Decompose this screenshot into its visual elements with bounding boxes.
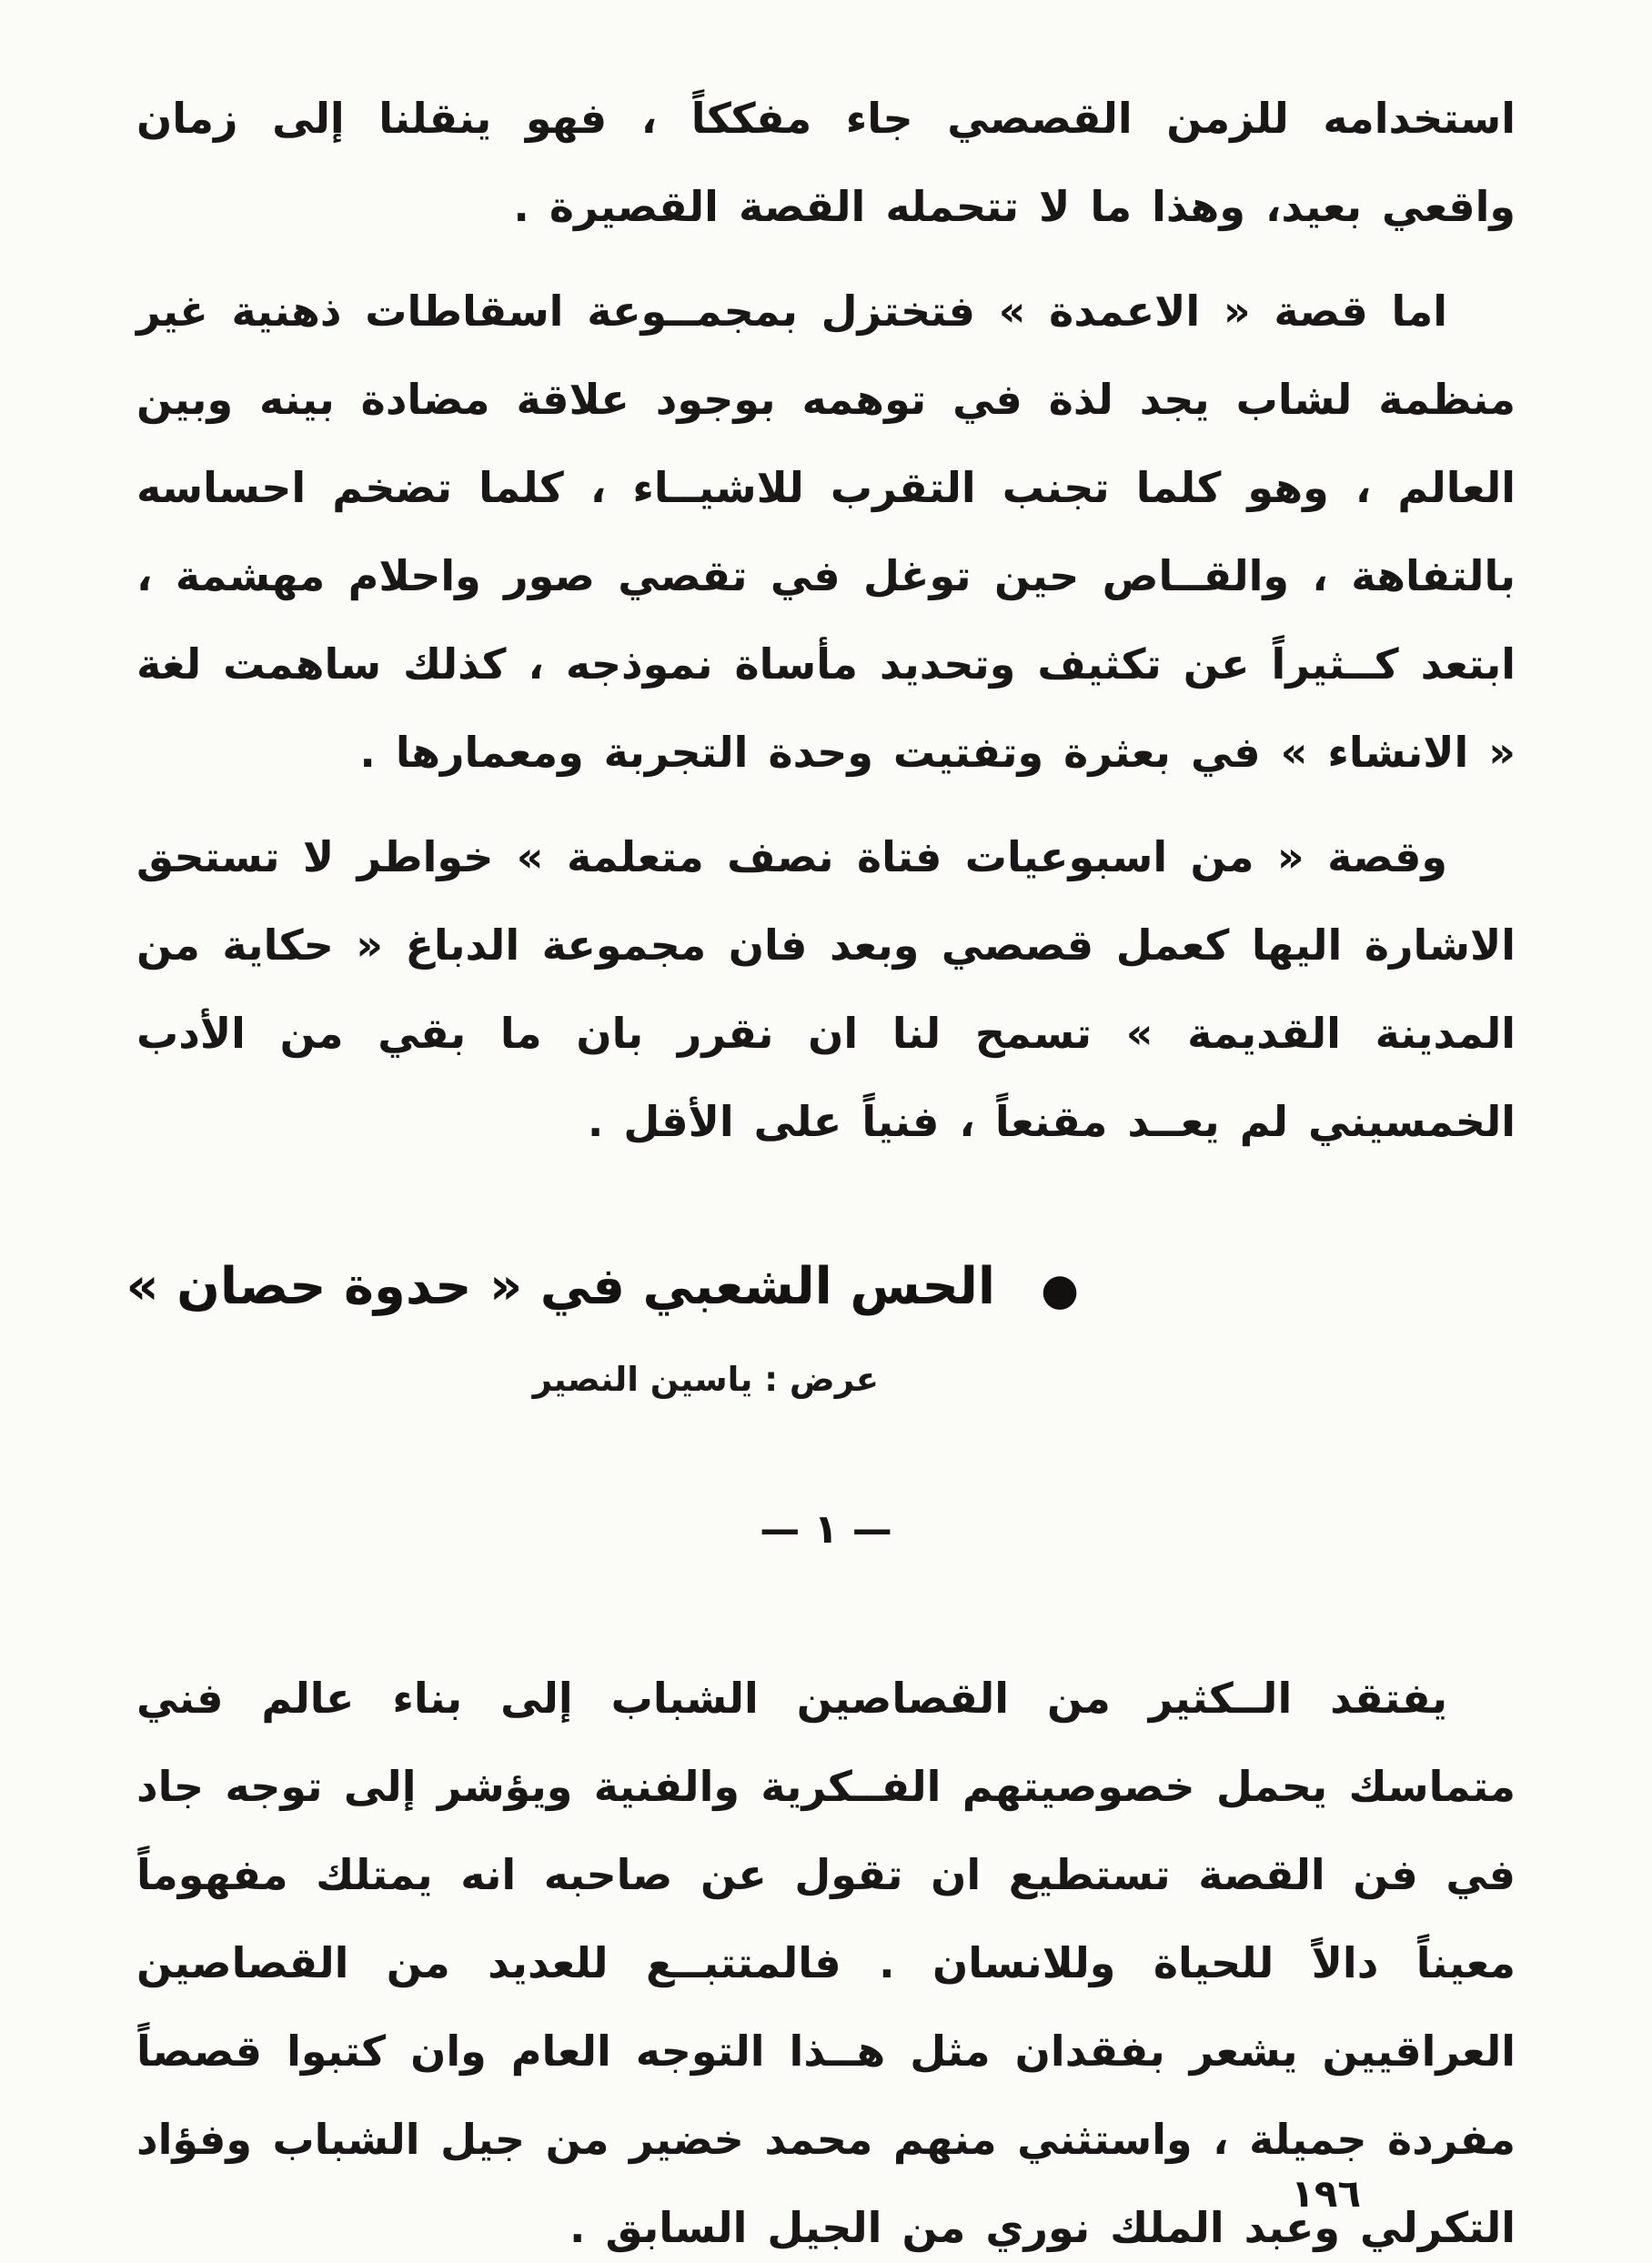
section-number-divider: — ١ — (760, 1506, 892, 1553)
bullet-icon: ● (1041, 1263, 1079, 1315)
paragraph-alaameda: اما قصة « الاعمدة » فتختزل بمجمــوعة اسقاطات ذهنية غير منظمة لشاب يجد لذة في توهمه بوجود علاقة مضادة بينه وبين العالم ، وهو كلما تجنب التقرب للاشيــاء ، كلما تضخم احساسه بالتفاهة ، والقــاص حين توغل في تقصي صور واحلام مهشمة ، ابتعد كــثيراً عن تكثيف وتحديد مأساة نموذجه ، كذلك ساهمت لغة « الانشاء » في بعثرة وتفتيت وحدة التجربة ومعمارها . (136, 287, 1516, 777)
paragraph-usbuiyat: وقصة « من اسبوعيات فتاة نصف متعلمة » خواطر لا تستحق الاشارة اليها كعمل قصصي وبعد فان مجموعة الدباغ « حكاية من المدينة القديمة » تسمح لنا ان نقرر بان ما بقي من الأدب الخمسيني لم يعــد مقنعاً ، فنياً على الأقل . (136, 832, 1516, 1146)
section-heading (126, 1257, 1516, 1316)
page-number: ١٩٦ (1291, 2171, 1361, 2216)
body-paragraph: يفتقد الــكثير من القصاصين الشباب إلى بناء عالم فني متماسك يحمل خصوصيتهم الفــكرية والفنية ويؤشر إلى توجه جاد في فن القصة تستطيع ان تقول عن صاحبه انه يمتلك مفهوماً معيناً دالاً للحياة وللانسان . فالمتتبــع للعديد من القصاصين العراقيين يشعر بفقدان مثل هــذا التوجه العام وان كتبوا قصصاً مفردة جميلة ، واستثني منهم محمد خضير من جيل الشباب وفؤاد التكرلي وعبد الملك نوري من الجيل السابق . (136, 1674, 1516, 2252)
section-heading-title: الحس الشعبي في « حدوة حصان » (126, 1257, 996, 1316)
byline: عرض : ياسين النصير (532, 1360, 879, 1399)
paragraph-continuation: استخدامه للزمن القصصي جاء مفككاً ، فهو ينقلنا إلى زمان واقعي بعيد، وهذا ما لا تتحمله القصة القصيرة . (136, 94, 1516, 231)
